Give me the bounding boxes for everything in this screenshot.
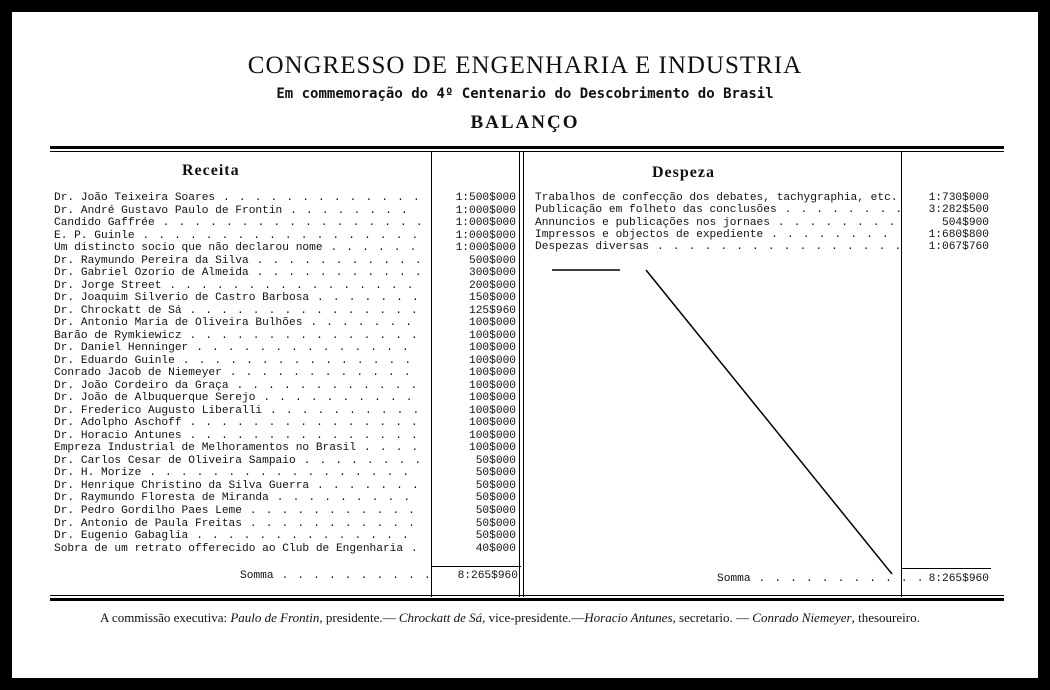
receita-row-value: 300$000 <box>469 267 516 280</box>
receita-row-value: 100$000 <box>469 379 516 392</box>
receita-row-label: Dr. Daniel Henninger <box>54 342 189 355</box>
despeza-row-value: 1:067$760 <box>928 241 989 254</box>
receita-row: Dr. Pedro Gordilho Paes Leme . . . . . . . . . . . 50$000 <box>54 505 516 517</box>
receita-row: Empreza Industrial de Melhoramentos no Brasil . . . . 100$000 <box>54 442 516 455</box>
despeza-row-label: Trabalhos de confecção dos debates, tachygraphia, etc. <box>535 192 898 204</box>
despeza-row: Annuncios e publicações nos jornaes . . . . . . . . 504$900 <box>535 216 989 229</box>
despeza-row: Publicação em folheto das conclusões . . . . . . . . 3:282$500 <box>535 204 989 217</box>
receita-row-label: Dr. Carlos Cesar de Oliveira Sampaio <box>54 454 296 467</box>
receita-row-label: Dr. Horacio Antunes <box>54 429 182 442</box>
receita-row-value: 100$000 <box>469 429 516 442</box>
footer-vice-role: , vice-presidente.— <box>482 610 585 625</box>
footer-vice-name: Chrockatt de Sá <box>398 610 483 625</box>
receita-row-value: 50$000 <box>475 454 516 467</box>
despeza-total-value: 8:265$960 <box>928 573 989 585</box>
receita-row-value: 100$000 <box>469 417 516 430</box>
receita-row: Dr. Joaquim Silverio de Castro Barbosa . . . . . . . 150$000 <box>54 292 516 305</box>
receita-row-value: 1:000$000 <box>455 217 516 230</box>
receita-row: Dr. Antonio Maria de Oliveira Bulhões . . . . . . . 100$000 <box>54 317 516 330</box>
footer-secretary-name: Horacio Antunes <box>584 610 673 625</box>
receita-row: Dr. Gabriel Ozorio de Almeida . . . . . . . . . . . 300$000 <box>54 267 516 280</box>
receita-row-label: Dr. Jorge Street <box>54 279 162 292</box>
receita-row: Dr. Henrique Christino da Silva Guerra . . . . . . . 50$000 <box>54 479 516 492</box>
receita-row: Dr. João Cordeiro da Graça . . . . . . . . . . . . 100$000 <box>54 379 516 392</box>
receita-heading: Receita <box>182 162 240 179</box>
receita-row-label: Dr. Raymundo Pereira da Silva <box>54 254 249 267</box>
receita-row-label: Dr. João Teixeira Soares <box>54 192 216 204</box>
receita-row-value: 100$000 <box>469 392 516 405</box>
despeza-total-rule <box>901 568 991 569</box>
receita-row-label: Dr. Eduardo Guinle <box>54 354 175 367</box>
document-title: CONGRESSO DE ENGENHARIA E INDUSTRIA <box>247 52 803 79</box>
document-page <box>12 12 1038 678</box>
receita-row: Dr. Raymundo Floresta de Miranda . . . . . . . . . 50$000 <box>54 492 516 505</box>
receita-row-value: 100$000 <box>469 317 516 330</box>
receita-row: E. P. Guinle . . . . . . . . . . . . . . . . . . 1:000$000 <box>54 229 516 242</box>
despeza-row: Despezas diversas . . . . . . . . . . . . . . . . 1:067$760 <box>535 241 989 254</box>
receita-row: Dr. Adolpho Aschoff . . . . . . . . . . . . . . . 100$000 <box>54 417 516 430</box>
receita-row-value: 50$000 <box>475 517 516 530</box>
receita-row: Barão de Rymkiewicz . . . . . . . . . . . . . . . 100$000 <box>54 329 516 342</box>
receita-row-label: Dr. Eugenio Gabaglia <box>54 530 189 543</box>
receita-row-value: 100$000 <box>469 354 516 367</box>
receita-row: Dr. Daniel Henninger . . . . . . . . . . . . . . 100$000 <box>54 342 516 355</box>
receita-row: Conrado Jacob de Niemeyer . . . . . . . . . . . . 100$000 <box>54 367 516 380</box>
footer-president-name: Paulo de Frontin <box>230 610 320 625</box>
receita-row-label: Dr. Frederico Augusto Liberalli <box>54 404 263 417</box>
bottom-rule-thick <box>50 598 1004 601</box>
despeza-row-label: Impressos e objectos de expediente <box>535 228 764 241</box>
receita-row-label: Candido Gaffrée <box>54 217 155 230</box>
receita-row: Dr. Chrockatt de Sá . . . . . . . . . . . . . . . 125$960 <box>54 304 516 317</box>
receita-row-value: 100$000 <box>469 442 516 455</box>
receita-row: Dr. Antonio de Paula Freitas . . . . . . . . . . . 50$000 <box>54 517 516 530</box>
footer-president-role: , presidente.— <box>319 610 399 625</box>
receita-row-value: 1:000$000 <box>455 242 516 255</box>
receita-row-value: 125$960 <box>469 304 516 317</box>
receita-row-value: 50$000 <box>475 467 516 480</box>
bottom-rule-thin <box>50 595 1004 596</box>
receita-row-label: Dr. Adolpho Aschoff <box>54 417 182 430</box>
receita-total-label: Somma <box>240 570 274 582</box>
receita-row: Dr. Jorge Street . . . . . . . . . . . . . . . . 200$000 <box>54 279 516 292</box>
receita-total-row: Somma . . . . . . . . . . 8:265$960 <box>240 570 518 582</box>
receita-row-label: Conrado Jacob de Niemeyer <box>54 367 222 380</box>
receita-row: Dr. Carlos Cesar de Oliveira Sampaio . . . . . . . . 50$000 <box>54 454 516 467</box>
balance-heading: BALANÇO <box>470 112 580 133</box>
receita-row-value: 1:500$000 <box>455 192 516 204</box>
receita-row: Dr. André Gustavo Paulo de Frontin . . . . . . . . 1:000$000 <box>54 204 516 217</box>
receita-row-label: Sobra de um retrato offerecido ao Club de Engenharia <box>54 542 404 555</box>
receita-row: Dr. João de Albuquerque Serejo . . . . . . . . . . 100$000 <box>54 392 516 405</box>
receita-row-label: Dr. Chrockatt de Sá <box>54 304 182 317</box>
receita-row: Dr. Horacio Antunes . . . . . . . . . . . . . . . 100$000 <box>54 429 516 442</box>
footer-secretary-role: , secretario. — <box>672 610 753 625</box>
receita-row: Sobra de um retrato offerecido ao Club de Engenharia . 40$000 <box>54 542 516 555</box>
receita-row-value: 150$000 <box>469 292 516 305</box>
receita-row-value: 100$000 <box>469 329 516 342</box>
despeza-row-value: 1:730$000 <box>928 192 989 204</box>
receita-row: Dr. H. Morize . . . . . . . . . . . . . . . . . 50$000 <box>54 467 516 480</box>
receita-row-label: Um distincto socio que não declarou nome <box>54 242 323 255</box>
despeza-row-label: Despezas diversas <box>535 241 650 254</box>
receita-row: Dr. Eduardo Guinle . . . . . . . . . . . . . . . 100$000 <box>54 354 516 367</box>
receita-row-label: E. P. Guinle <box>54 229 135 242</box>
receita-row-label: Dr. Antonio Maria de Oliveira Bulhões <box>54 317 303 330</box>
receita-row-value: 100$000 <box>469 342 516 355</box>
despeza-row-value: 3:282$500 <box>928 204 989 217</box>
receita-row: Um distincto socio que não declarou nome . . . . . . 1:000$000 <box>54 242 516 255</box>
receita-row-value: 200$000 <box>469 279 516 292</box>
receita-row-label: Dr. Raymundo Floresta de Miranda <box>54 492 269 505</box>
receita-row-label: Barão de Rymkiewicz <box>54 329 182 342</box>
receita-row-value: 50$000 <box>475 505 516 517</box>
receita-row-value: 500$000 <box>469 254 516 267</box>
receita-row-value: 50$000 <box>475 530 516 543</box>
document-subtitle: Em commemoração do 4º Centenario do Descobrimento do Brasil <box>276 86 774 102</box>
despeza-total-label: Somma <box>717 573 751 585</box>
receita-row-label: Dr. João Cordeiro da Graça <box>54 379 229 392</box>
footer-treasurer-name: Conrado Niemeyer <box>752 610 852 625</box>
receita-row-label: Dr. Henrique Christino da Silva Guerra <box>54 479 310 492</box>
receita-row-value: 100$000 <box>469 367 516 380</box>
despeza-heading: Despeza <box>652 164 715 181</box>
receita-row-value: 1:000$000 <box>455 229 516 242</box>
receita-row-label: Dr. Antonio de Paula Freitas <box>54 517 242 530</box>
receita-row-label: Dr. André Gustavo Paulo de Frontin <box>54 204 283 217</box>
receita-row-label: Empreza Industrial de Melhoramentos no Brasil <box>54 442 357 455</box>
receita-total-value: 8:265$960 <box>457 570 518 582</box>
receita-row-value: 40$000 <box>475 542 516 555</box>
footer-prefix: A commissão executiva: <box>100 610 231 625</box>
receita-row-value: 50$000 <box>475 479 516 492</box>
despeza-total-row: Somma . . . . . . . . . . . 8:265$960 <box>717 573 989 585</box>
receita-row-label: Dr. H. Morize <box>54 467 142 480</box>
receita-row-label: Dr. Pedro Gordilho Paes Leme <box>54 505 242 517</box>
receita-row: Candido Gaffrée . . . . . . . . . . . . . . . . . 1:000$000 <box>54 217 516 230</box>
despeza-row-value: 1:680$800 <box>928 228 989 241</box>
receita-row: Dr. Eugenio Gabaglia . . . . . . . . . . . . . . 50$000 <box>54 530 516 543</box>
receita-row: Dr. João Teixeira Soares . . . . . . . . . . . . . 1:500$000 <box>54 192 516 204</box>
receita-row-value: 1:000$000 <box>455 204 516 217</box>
receita-row-label: Dr. Gabriel Ozorio de Almeida <box>54 267 249 280</box>
receita-row-value: 50$000 <box>475 492 516 505</box>
commission-footer <box>20 610 1005 625</box>
receita-row-label: Dr. João de Albuquerque Serejo <box>54 392 256 405</box>
despeza-row-label: Publicação em folheto das conclusões <box>535 204 777 217</box>
footer-treasurer-role: , thesoureiro. <box>851 610 920 625</box>
receita-row: Dr. Frederico Augusto Liberalli . . . . . . . . . . 100$000 <box>54 404 516 417</box>
despeza-row-label: Annuncios e publicações nos jornaes <box>535 216 770 229</box>
receita-row-label: Dr. Joaquim Silverio de Castro Barbosa <box>54 292 310 305</box>
receita-total-rule <box>431 566 521 567</box>
despeza-row: Impressos e objectos de expediente . . . . . . . . 1:680$800 <box>535 228 989 241</box>
receita-row-value: 100$000 <box>469 404 516 417</box>
receita-row: Dr. Raymundo Pereira da Silva . . . . . . . . . . . 500$000 <box>54 254 516 267</box>
despeza-row-value: 504$900 <box>942 216 989 229</box>
